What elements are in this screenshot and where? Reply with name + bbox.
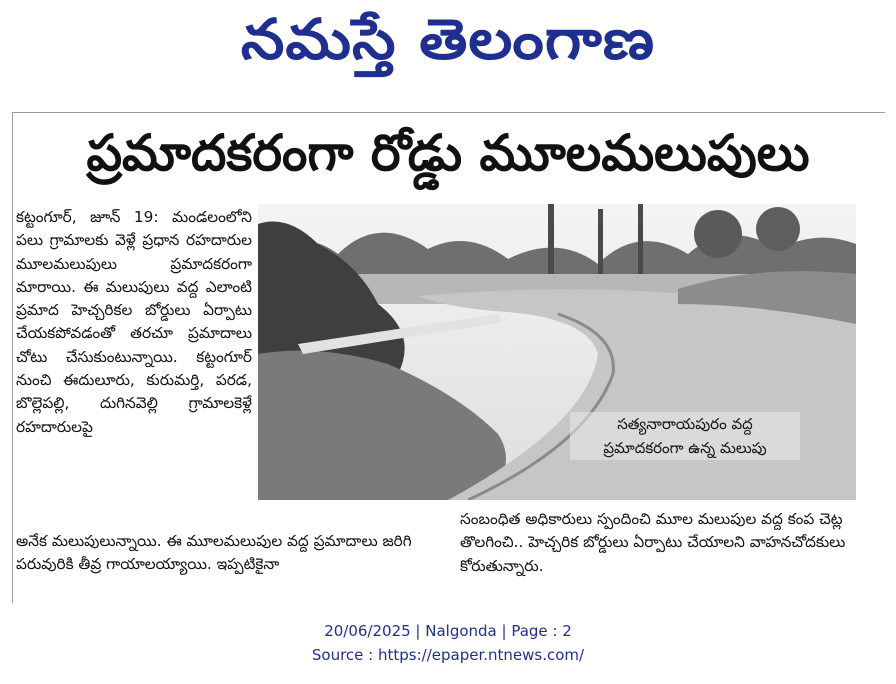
photo-caption-line-1: సత్యనారాయపురం వద్ద — [617, 415, 753, 433]
masthead — [0, 2, 896, 90]
article-paragraph-1: కట్టంగూర్, జూన్ 19: మండలంలోని పలు గ్రామాలకు వెళ్లే ప్రధాన రహదారుల మూలమలుపులు ప్రమాదకరంగా మారాయి. ఈ మలుపులు వద్ద ఎలాంటి ప్రమాద హెచ్చరికల బోర్డులు ఏర్పాటు చేయకపోవడంతో తరచూ ప్రమాదాలు చోటు చేసుకుంటున్నాయి. కట్టంగూర్ నుంచి ఈదులూరు, కురుమర్తి, పరడ, బొల్లెపల్లి, దుగినవెల్లి గ్రామాలకెళ్లే రహదారులపై — [16, 208, 252, 436]
footer-source-link[interactable]: Source : https://epaper.ntnews.com/ — [311, 646, 585, 664]
article-body-left — [16, 206, 252, 439]
article-headline: ప్రమాదకరంగా రోడ్డు మూలమలుపులు — [86, 124, 810, 182]
article-body-right: సంబంధిత అధికారులు స్పందించి మూల మలుపుల వద్ద కంప చెట్ల తొలగించి.. హెచ్చరిక బోర్డులు ఏర్పాటు చేయాలని వాహనచోదకులు కోరుతున్నారు. — [460, 510, 846, 575]
footer-edition-info: 20/06/2025 | Nalgonda | Page : 2 — [324, 622, 572, 640]
article-body-bottom: అనేక మలుపులున్నాయి. ఈ మూలమలుపుల వద్ద ప్రమాదాలు జరిగి పరువురికి తీవ్ర గాయాలయ్యాయి. ఇప్పటికైనా — [16, 532, 412, 574]
newspaper-logo: నమస్తే తెలంగాణ — [240, 6, 656, 73]
photo-caption — [570, 412, 800, 460]
photo-caption-line-2: ప్రమాదకరంగా ఉన్న మలుపు — [603, 439, 767, 457]
article-photo — [258, 204, 856, 500]
